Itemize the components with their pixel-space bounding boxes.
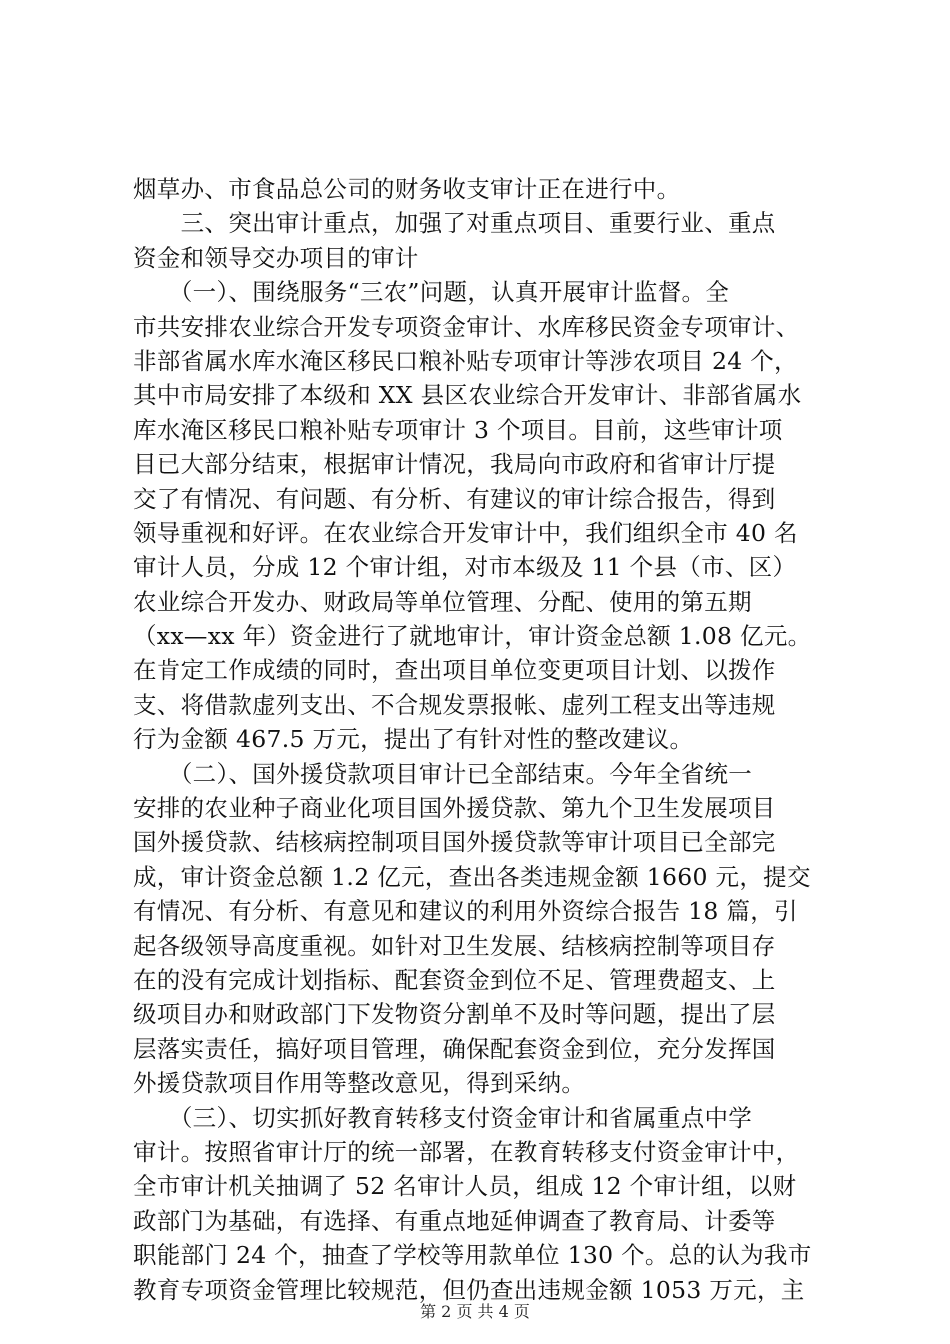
text-line: 资金和领导交办项目的审计	[133, 243, 419, 272]
text-line: （xx—xx 年）资金进行了就地审计，审计资金总额 1.08 亿元。	[133, 622, 812, 651]
text-line: 有情况、有分析、有意见和建议的利用外资综合报告 18 篇，引	[133, 897, 798, 926]
text-line: 农业综合开发办、财政局等单位管理、分配、使用的第五期	[133, 587, 752, 616]
text-line: （一）、围绕服务“三农”问题，认真开展审计监督。全	[133, 278, 730, 307]
text-line: 烟草办、市食品总公司的财务收支审计正在进行中。	[133, 175, 681, 203]
text-line: 三、突出审计重点，加强了对重点项目、重要行业、重点	[133, 209, 776, 238]
text-line: 非部省属水库水淹区移民口粮补贴专项审计等涉农项目 24 个，	[133, 346, 798, 375]
text-line: 其中市局安排了本级和 XX 县区农业综合开发审计、非部省属水	[133, 381, 802, 410]
text-line: 级项目办和财政部门下发物资分割单不及时等问题，提出了层	[133, 1000, 776, 1029]
text-line: 起各级领导高度重视。如针对卫生发展、结核病控制等项目存	[133, 931, 776, 960]
text-line: 目已大部分结束，根据审计情况，我局向市政府和省审计厅提	[133, 450, 776, 479]
page-number: 第 2 页 共 4 页	[420, 1302, 530, 1321]
text-line: 市共安排农业综合开发专项资金审计、水库移民资金专项审计、	[133, 312, 800, 341]
text-line: 库水淹区移民口粮补贴专项审计 3 个项目。目前，这些审计项	[133, 415, 783, 444]
text-line: 教育专项资金管理比较规范，但仍查出违规金额 1053 万元，主	[133, 1275, 805, 1304]
text-line: 国外援贷款、结核病控制项目国外援贷款等审计项目已全部完	[133, 828, 776, 857]
text-line: 安排的农业种子商业化项目国外援贷款、第九个卫生发展项目	[133, 794, 776, 823]
text-line: 审计。按照省审计厅的统一部署，在教育转移支付资金审计中，	[133, 1137, 800, 1166]
text-line: （二）、国外援贷款项目审计已全部结束。今年全省统一	[133, 759, 753, 788]
text-line: 审计人员，分成 12 个审计组，对市本级及 11 个县（市、区）	[133, 553, 797, 582]
text-line: 领导重视和好评。在农业综合开发审计中，我们组织全市 40 名	[133, 518, 798, 547]
text-line: 行为金额 467.5 万元，提出了有针对性的整改建议。	[133, 725, 694, 754]
text-line: 层落实责任，搞好项目管理，确保配套资金到位，充分发挥国	[133, 1034, 776, 1063]
text-line: 成，审计资金总额 1.2 亿元，查出各类违规金额 1660 元，提交	[133, 862, 811, 891]
text-line: 外援贷款项目作用等整改意见，得到采纳。	[133, 1069, 586, 1098]
page-footer	[0, 1302, 950, 1322]
body-text	[133, 172, 833, 1307]
text-line: 全市审计机关抽调了 52 名审计人员，组成 12 个审计组，以财	[133, 1172, 797, 1201]
text-line: 在肯定工作成绩的同时，查出项目单位变更项目计划、以拨作	[133, 656, 776, 685]
text-line: 政部门为基础，有选择、有重点地延伸调查了教育局、计委等	[133, 1206, 776, 1235]
text-line: 交了有情况、有问题、有分析、有建议的审计综合报告，得到	[133, 484, 776, 513]
text-line: 支、将借款虚列支出、不合规发票报帐、虚列工程支出等违规	[133, 690, 776, 719]
text-line: （三）、切实抓好教育转移支付资金审计和省属重点中学	[133, 1103, 753, 1132]
text-line: 在的没有完成计划指标、配套资金到位不足、管理费超支、上	[133, 965, 776, 994]
text-line: 职能部门 24 个，抽查了学校等用款单位 130 个。总的认为我市	[133, 1241, 812, 1270]
